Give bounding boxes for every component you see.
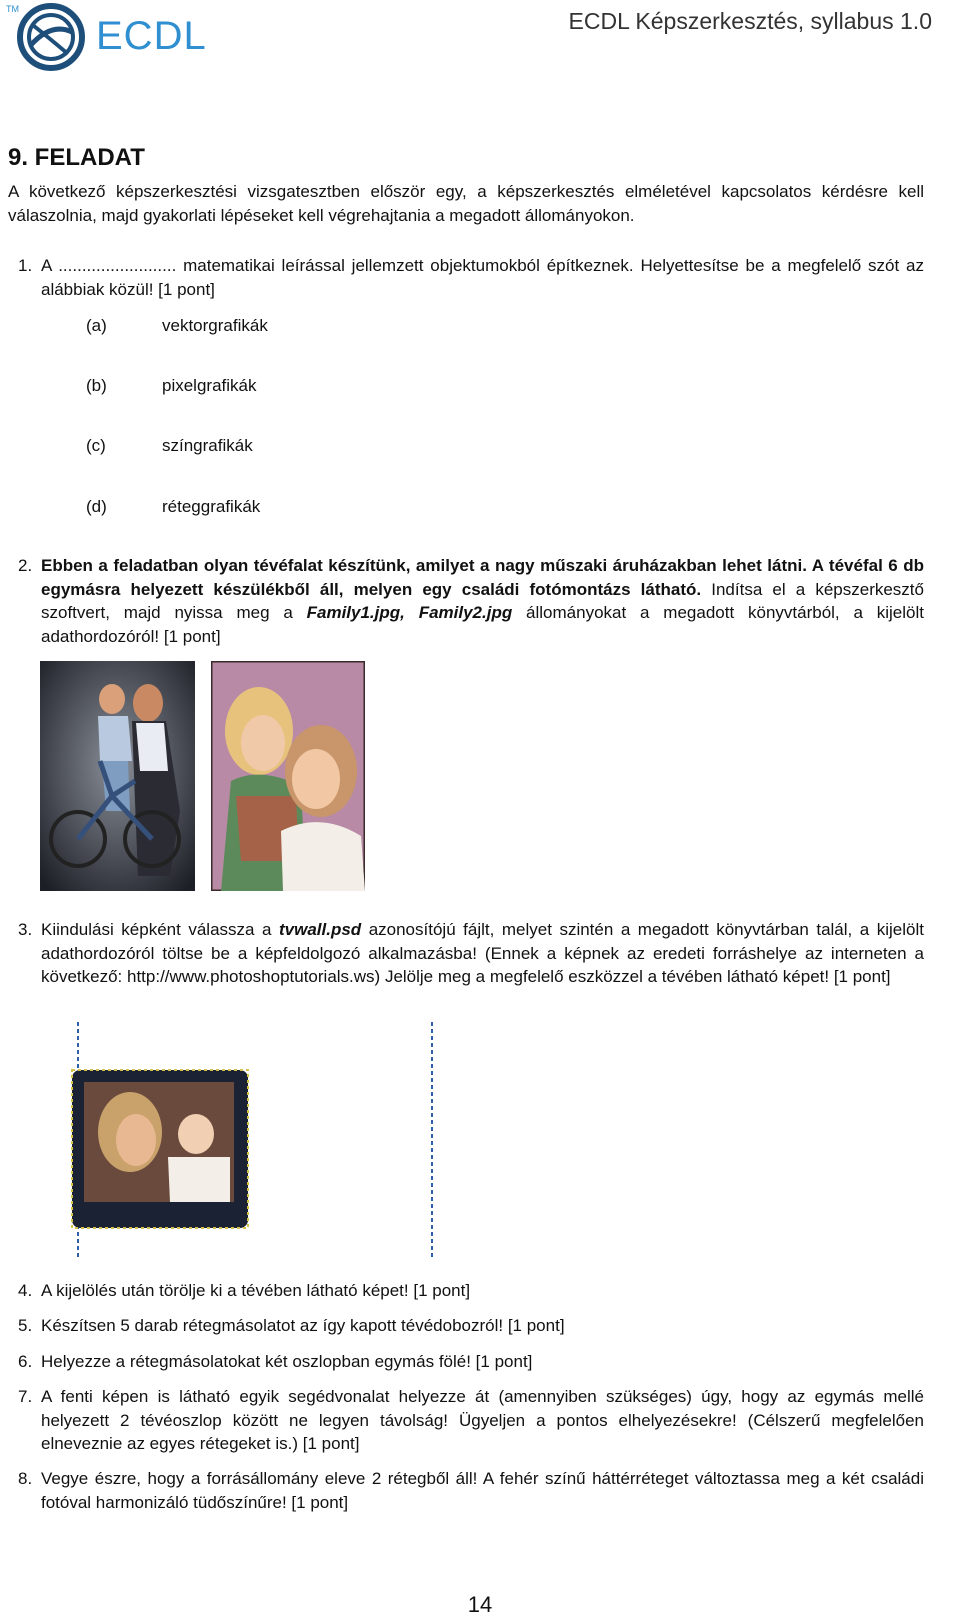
q2-number: 2. — [18, 556, 33, 575]
q3-text-a: Kiindulási képként válassza a — [41, 920, 279, 939]
q1-option-text[interactable]: színgrafikák — [162, 436, 253, 455]
q1-option-letter: (b) — [86, 376, 107, 395]
trademark-mark: TM — [6, 4, 19, 14]
q2-text — [41, 554, 924, 648]
q2-files: Family1.jpg, Family2.jpg — [306, 603, 513, 622]
q1-option-text[interactable]: pixelgrafikák — [162, 376, 257, 395]
q7-number: 7. — [18, 1387, 33, 1406]
q1-option-letter: (d) — [86, 497, 107, 516]
header-title: ECDL Képszerkesztés, syllabus 1.0 — [568, 8, 932, 34]
q3-file: tvwall.psd — [278, 920, 362, 939]
q6-text: Helyezze a rétegmásolatokat két oszlopban egymás fölé! [1 pont] — [41, 1352, 533, 1371]
q3-text — [41, 918, 924, 989]
q1-option-letter: (c) — [86, 436, 106, 455]
ecdl-logo-icon — [16, 2, 86, 72]
q6-number: 6. — [18, 1352, 33, 1371]
q1-option-text[interactable]: vektorgrafikák — [162, 316, 268, 335]
intro-paragraph: A következő képszerkesztési vizsgatesztben először egy, a képszerkesztés elméletével kapcsolatos kérdésre kell válaszolnia, majd gyakorlati lépéseket kell végrehajtania a megadott állományokon. — [8, 182, 924, 225]
page-number: 14 — [467, 1592, 493, 1617]
q2-bold-text: Ebben a feladatban olyan tévéfalat készítünk, amilyet a nagy műszaki áruházakban lehet látni. A tévéfal 6 db egymásra helyezett készülékből áll, melyen egy családi fotómontázs látható. — [41, 556, 924, 599]
q2-text-a: Indítsa el a képszerkesztő szoftvert, majd nyissa meg a — [41, 579, 924, 622]
q2-text-b: állományokat a megadott könyvtárból, a kijelölt adathordozóról! [1 pont] — [41, 603, 924, 646]
q1-option-letter: (a) — [86, 316, 107, 335]
q8-number: 8. — [18, 1469, 33, 1488]
q8-text: Vegye észre, hogy a forrásállomány eleve 2 rétegből áll! A fehér színű háttérréteget változtassa meg a két családi fotóval harmonizáló tüdőszínűre! [1 pont] — [41, 1469, 924, 1512]
q7-text: A fenti képen is látható egyik segédvonalat helyezze át (amennyiben szükséges) úgy, hogy az egymás mellé helyezett 2 tévéoszlop között ne legyen távolság! Ügyeljen a pontos elhelyezésekre! (Célszerű megfelelően elneveznie az egyes rétegeket is.) [1 pont] — [41, 1387, 924, 1453]
q4-text: A kijelölés után törölje ki a tévében látható képet! [1 pont] — [41, 1281, 471, 1300]
q4-number: 4. — [18, 1281, 33, 1300]
section-title: 9. FELADAT — [8, 144, 145, 171]
q1-number: 1. — [18, 256, 33, 275]
ecdl-logo-text: ECDL — [96, 14, 207, 58]
q3-number: 3. — [18, 920, 33, 939]
tvwall-image — [70, 1022, 440, 1257]
q5-number: 5. — [18, 1316, 33, 1335]
q1-option-text[interactable]: réteggrafikák — [162, 497, 261, 516]
family1-photo — [40, 661, 195, 891]
q1-text: A ......................... matematikai leírással jellemzett objektumokból építkeznek. Helyettesítse be a megfelelő szót az alábbiak közül! [1 pont] — [41, 256, 924, 299]
family2-photo — [211, 661, 365, 891]
q3-text-b: azonosítójú fájlt, melyet szintén a megadott könyvtárban talál, a kijelölt adathordozóról töltse be a képfeldolgozó alkalmazásba! (Ennek a képnek az eredeti forráshelye az interneten a következő: http://www.photoshoptutorials.ws) Jelölje meg a megfelelő eszközzel a tévében látható képet! [1 pont] — [41, 920, 924, 986]
q5-text: Készítsen 5 darab rétegmásolatot az így kapott tévédobozról! [1 pont] — [41, 1316, 565, 1335]
